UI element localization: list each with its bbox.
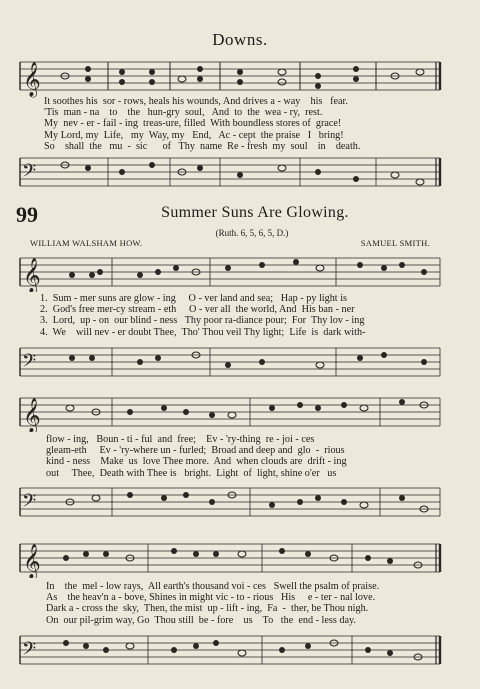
lyric-line: In the mel - low rays, All earth's thousand voi - ces Swell the psalm of praise. xyxy=(46,581,380,592)
lyric-line: It soothes his sor - rows, heals his wounds, And drives a - way his fear. xyxy=(44,96,348,107)
hymn-title-summer-suns: Summer Suns Are Glowing. xyxy=(161,204,349,221)
svg-text:𝄢: 𝄢 xyxy=(22,350,37,375)
system3-treble-staff xyxy=(0,534,480,578)
lyric-line: gleam-eth Ev - 'ry-where un - furled; Broad and deep and glo - rious xyxy=(46,445,345,457)
lyric-line: 3. Lord, up - on our blind - ness Thy poor ra-diance pour; For Thy lov - ing xyxy=(40,315,365,327)
svg-text:𝄞: 𝄞 xyxy=(23,399,41,432)
lyric-line: So shall the mu - sic of Thy name Re - fresh my soul in death. xyxy=(44,140,361,152)
svg-text:𝄢: 𝄢 xyxy=(22,490,37,515)
system2-treble-staff xyxy=(0,390,480,432)
lyric-line: As the heav'n a - bove, Shines in might vic - to - rious His e - ter - nal love. xyxy=(46,592,376,604)
hymn-title-downs: Downs. xyxy=(212,30,268,49)
system1-bass-staff xyxy=(0,340,480,388)
lyric-line: My nev - er - fail - ing treas-ure, filled With boundless stores of grace! xyxy=(44,118,342,130)
svg-text:𝄞: 𝄞 xyxy=(23,545,41,578)
hymn-meter: (Ruth. 6, 5, 6, 5, D.) xyxy=(215,228,289,238)
lyric-line: 'Tis man - na to the hun-gry soul, And to the wea - ry, rest. xyxy=(44,107,323,119)
downs-lyrics xyxy=(44,96,440,152)
downs-bass-staff xyxy=(0,150,480,200)
hymn-author: WILLIAM WALSHAM HOW. xyxy=(30,238,143,248)
lyric-line: My Lord, my Life, my Way, my End, Ac - cept the praise I bring! xyxy=(44,129,344,141)
system1-lyrics xyxy=(40,293,436,338)
lyric-line: 1. Sum - mer suns are glow - ing O - ver land and sea; Hap - py light is xyxy=(40,293,347,304)
lyric-line: flow - ing, Boun - ti - ful and free; Ev - 'ry-thing re - joi - ces xyxy=(46,434,315,445)
system2-lyrics xyxy=(46,434,442,479)
svg-text:𝄢: 𝄢 xyxy=(22,638,37,663)
svg-text:𝄞: 𝄞 xyxy=(23,259,41,292)
lyric-line: 4. We will nev - er doubt Thee, Tho' Thou veil Thy light; Life is dark with- xyxy=(40,326,366,338)
system3-bass-staff xyxy=(0,628,480,678)
system2-bass-staff xyxy=(0,480,480,528)
system1-treble-staff xyxy=(0,250,480,292)
hymn-composer: SAMUEL SMITH. xyxy=(360,238,430,248)
svg-text:𝄢: 𝄢 xyxy=(22,160,37,185)
lyric-line: kind - ness Make us love Thee more. And when clouds are drift - ing xyxy=(46,456,347,468)
lyric-line: 2. God's free mer-cy stream - eth O - ver all the world, And His ban - ner xyxy=(40,304,355,316)
hymn-number: 99 xyxy=(16,202,38,227)
system3-lyrics xyxy=(46,581,442,626)
lyric-line: Dark a - cross the sky, Then, the mist up - lift - ing, Fa - ther, be Thou nigh. xyxy=(46,603,369,615)
lyric-line: On our pil-grim way, Go Thou still be - fore us To the end - less day. xyxy=(46,614,356,626)
svg-text:𝄞: 𝄞 xyxy=(23,63,41,96)
lyric-line: out Thee, Death with Thee is bright. Light of light, shine o'er us xyxy=(46,467,337,479)
